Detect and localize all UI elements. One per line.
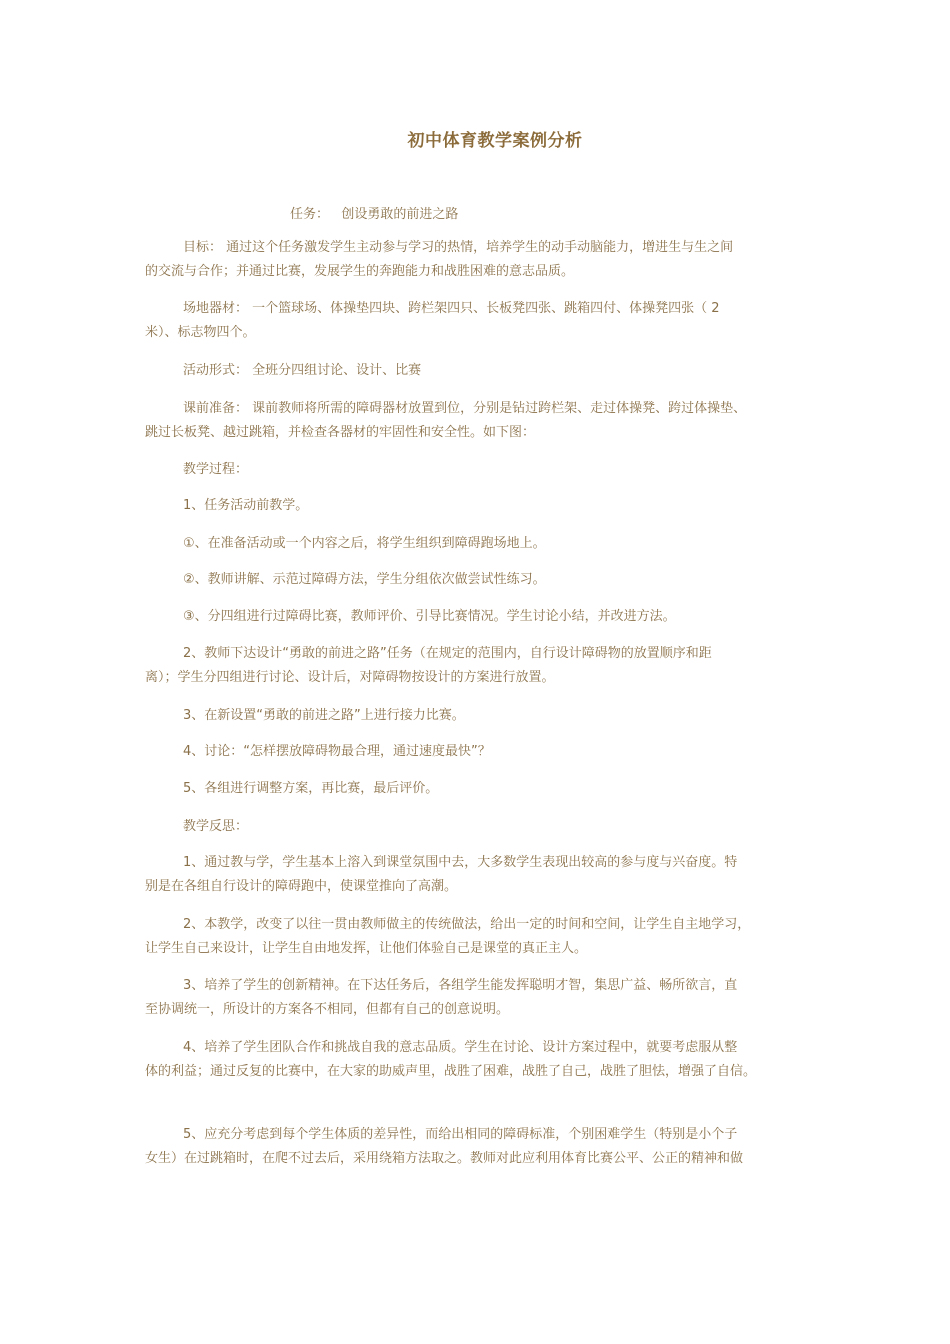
paragraph-line: 体的利益；通过反复的比赛中，在大家的助威声里，战胜了困难，战胜了自己，战胜了胆怯，增强了自信。: [145, 1064, 757, 1079]
paragraph-reflection-3: [145, 974, 820, 1022]
paragraph-line: 别是在各组自行设计的障碍跑中，使课堂推向了高潮。: [145, 879, 458, 894]
paragraph-line: 课前准备： 课前教师将所需的障碍器材放置到位，分别是钻过跨栏架、走过体操凳、跨过体操垫、: [183, 401, 747, 416]
paragraph-step-1c: [145, 605, 820, 629]
paragraph-line: 3、在新设置“勇敢的前进之路”上进行接力比赛。: [183, 708, 465, 723]
paragraph-line: 女生）在过跳箱时，在爬不过去后，采用绕箱方法取之。教师对此应利用体育比赛公平、公正的精神和做: [145, 1151, 744, 1166]
paragraph-line: 至协调统一，所设计的方案各不相同，但都有自己的创意说明。: [145, 1002, 510, 1017]
paragraph-line: 3、培养了学生的创新精神。在下达任务后，各组学生能发挥聪明才智，集思广益、畅所欲言，直: [183, 978, 738, 993]
paragraph-line: 2、本教学，改变了以往一贯由教师做主的传统做法，给出一定的时间和空间，让学生自主地学习，: [183, 917, 751, 932]
paragraph-step-1a: [145, 532, 820, 556]
document-title: 初中体育教学案例分析: [407, 131, 583, 151]
paragraph-reflection-heading: [145, 815, 820, 839]
paragraph-preparation: [145, 397, 820, 445]
paragraph-line: 让学生自己来设计，让学生自由地发挥，让他们体验自己是课堂的真正主人。: [145, 941, 588, 956]
paragraph-line: 教学反思：: [183, 819, 249, 834]
paragraph-line: 活动形式： 全班分四组讨论、设计、比赛: [183, 363, 422, 378]
paragraph-line: 5、各组进行调整方案，再比赛，最后评价。: [183, 781, 439, 796]
paragraph-reflection-1: [145, 851, 820, 899]
paragraph-line: 2、教师下达设计“勇敢的前进之路”任务（在规定的范围内，自行设计障碍物的放置顺序和距: [183, 646, 712, 661]
paragraph-step-2: [145, 642, 820, 690]
paragraph-line: 米）、标志物四个。: [145, 325, 256, 340]
paragraph-step-4: [145, 740, 820, 764]
paragraph-line: 教学过程：: [183, 462, 249, 477]
paragraph-line: 4、讨论：“怎样摆放障碍物最合理，通过速度最快”？: [183, 744, 491, 759]
paragraph-step-5: [145, 777, 820, 801]
paragraph-activity-form: [145, 359, 820, 383]
paragraph-line: ③、分四组进行过障碍比赛，教师评价、引导比赛情况。学生讨论小结，并改进方法。: [183, 609, 676, 624]
paragraph-line: 场地器材： 一个篮球场、体操垫四块、跨栏架四只、长板凳四张、跳箱四付、体操凳四张（ 2: [183, 301, 720, 316]
paragraph-step-3: [145, 704, 820, 728]
paragraph-line: 5、应充分考虑到每个学生体质的差异性，而给出相同的障碍标准，个别困难学生（特别是小个子: [183, 1127, 738, 1142]
paragraph-reflection-2: [145, 913, 820, 961]
paragraph-process-heading: [145, 458, 820, 482]
paragraph-line: 1、通过教与学，学生基本上溶入到课堂氛围中去，大多数学生表现出较高的参与度与兴奋度。特: [183, 855, 738, 870]
paragraph-equipment: [145, 297, 820, 345]
paragraph-goal: [145, 236, 820, 284]
paragraph-line: 的交流与合作；并通过比赛，发展学生的奔跑能力和战胜困难的意志品质。: [145, 264, 575, 279]
paragraph-line: ①、在准备活动或一个内容之后，将学生组织到障碍跑场地上。: [183, 536, 546, 551]
paragraph-step-1: [145, 494, 820, 518]
paragraph-reflection-5: [145, 1123, 820, 1171]
paragraph-reflection-4: [145, 1036, 820, 1084]
paragraph-line: 跳过长板凳、越过跳箱，并检查各器材的牢固性和安全性。如下图：: [145, 425, 536, 440]
paragraph-line: 4、培养了学生团队合作和挑战自我的意志品质。学生在讨论、设计方案过程中，就要考虑服从整: [183, 1040, 738, 1055]
paragraph-line: ②、教师讲解、示范过障碍方法，学生分组依次做尝试性练习。: [183, 572, 546, 587]
paragraph-line: 目标： 通过这个任务激发学生主动参与学习的热情，培养学生的动手动脑能力，增进生与生之间: [183, 240, 734, 255]
task-line: 任务： 创设勇敢的前进之路: [290, 207, 459, 222]
paragraph-step-1b: [145, 568, 820, 592]
paragraph-line: 1、任务活动前教学。: [183, 498, 309, 513]
paragraph-line: 离）；学生分四组进行讨论、设计后，对障碍物按设计的方案进行放置。: [145, 670, 555, 685]
